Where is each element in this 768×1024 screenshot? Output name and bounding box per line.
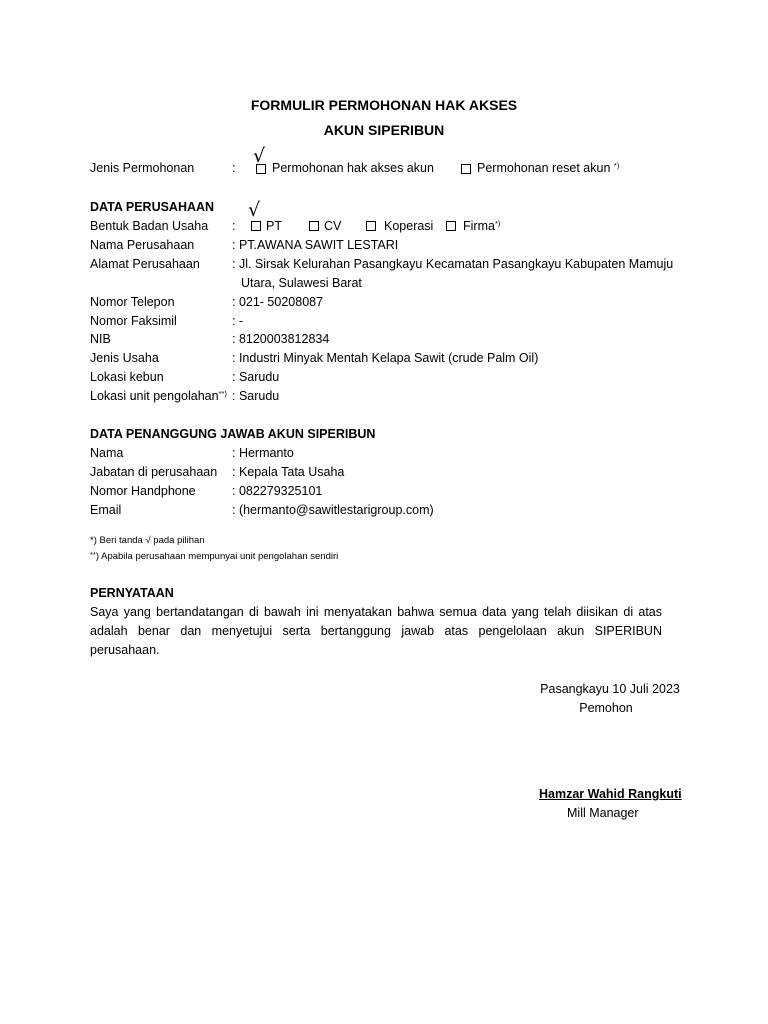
alamat-perusahaan-label: Alamat Perusahaan [90,257,200,271]
pj-handphone-label: Nomor Handphone [90,484,196,498]
option-cv-label: CV [324,219,342,233]
option-pt-label: PT [266,219,282,233]
signature-name: Hamzar Wahid Rangkuti [539,787,682,801]
option-reset-akun-label: Permohonan reset akun [477,161,611,175]
alamat-perusahaan-value-line2: Utara, Sulawesi Barat [241,276,362,290]
check-mark-icon: √ [248,199,261,221]
footnote-ref: **) [218,389,227,398]
checkbox-cv[interactable] [309,221,319,231]
lokasi-pengolahan-value: : Sarudu [232,389,280,403]
footnote-ref: *) [494,219,501,228]
checkbox-reset-akun[interactable] [461,164,471,174]
bentuk-badan-usaha-colon: : [232,219,236,233]
nib-value: : 8120003812834 [232,332,330,346]
checkbox-pt[interactable] [251,221,261,231]
jenis-usaha-label: Jenis Usaha [90,351,159,365]
data-perusahaan-heading: DATA PERUSAHAAN [90,200,215,214]
footnote-2-text: ) Apabila perusahaan mempunyai unit pengolahan sendiri [95,551,339,562]
option-firma-label: Firma [463,219,495,233]
nama-perusahaan-value: : PT.AWANA SAWIT LESTARI [232,238,399,252]
pj-jabatan-label: Jabatan di perusahaan [90,465,218,479]
pernyataan-heading: PERNYATAAN [90,586,174,600]
checkbox-koperasi[interactable] [366,221,376,231]
nomor-telepon-label: Nomor Telepon [90,295,175,309]
pj-handphone-value: : 082279325101 [232,484,323,498]
jenis-permohonan-label: Jenis Permohonan [90,161,195,175]
signature-role: Pemohon [579,701,633,715]
check-mark-icon: √ [253,145,266,167]
nomor-faksimil-label: Nomor Faksimil [90,314,177,328]
footnote-2 [90,549,338,565]
option-koperasi-label: Koperasi [384,219,434,233]
form-title-line1: FORMULIR PERMOHONAN HAK AKSES [250,97,518,113]
footnote-2-mark: ** [90,550,96,559]
pj-email-label: Email [90,503,122,517]
signature-place-date: Pasangkayu 10 Juli 2023 [540,682,680,696]
alamat-perusahaan-value: : Jl. Sirsak Kelurahan Pasangkayu Kecamatan Pasangkayu Kabupaten Mamuju [232,257,674,271]
nib-label: NIB [90,332,111,346]
option-reset-akun [477,160,619,176]
lokasi-pengolahan-label-text: Lokasi unit pengolahan [90,389,219,403]
pj-nama-value: : Hermanto [232,446,294,460]
nama-perusahaan-label: Nama Perusahaan [90,238,195,252]
nomor-telepon-value: : 021- 50208087 [232,295,324,309]
signature-position: Mill Manager [567,806,639,820]
pj-nama-label: Nama [90,446,124,460]
lokasi-pengolahan-label [90,388,227,404]
lokasi-kebun-value: : Sarudu [232,370,280,384]
form-title-line2: AKUN SIPERIBUN [323,122,445,138]
option-hak-akses-label: Permohonan hak akses akun [272,161,434,175]
option-firma [463,218,500,234]
footnote-1: *) Beri tanda √ pada pilihan [90,535,205,546]
penanggung-jawab-heading: DATA PENANGGUNG JAWAB AKUN SIPERIBUN [90,427,376,441]
lokasi-kebun-label: Lokasi kebun [90,370,164,384]
jenis-usaha-value: : Industri Minyak Mentah Kelapa Sawit (crude Palm Oil) [232,351,539,365]
pj-jabatan-value: : Kepala Tata Usaha [232,465,345,479]
nomor-faksimil-value: : - [232,314,244,328]
pj-email-value: : (hermanto@sawitlestarigroup.com) [232,503,434,517]
bentuk-badan-usaha-label: Bentuk Badan Usaha [90,219,209,233]
pernyataan-text: Saya yang bertandatangan di bawah ini menyatakan bahwa semua data yang telah diisikan di atas adalah benar dan menyetujui serta bertanggung jawab atas pengelolaan akun SIPERIBUN perusahaan. [90,605,662,657]
footnote-ref: *) [613,161,620,170]
checkbox-firma[interactable] [446,221,456,231]
jenis-permohonan-colon: : [232,161,236,175]
